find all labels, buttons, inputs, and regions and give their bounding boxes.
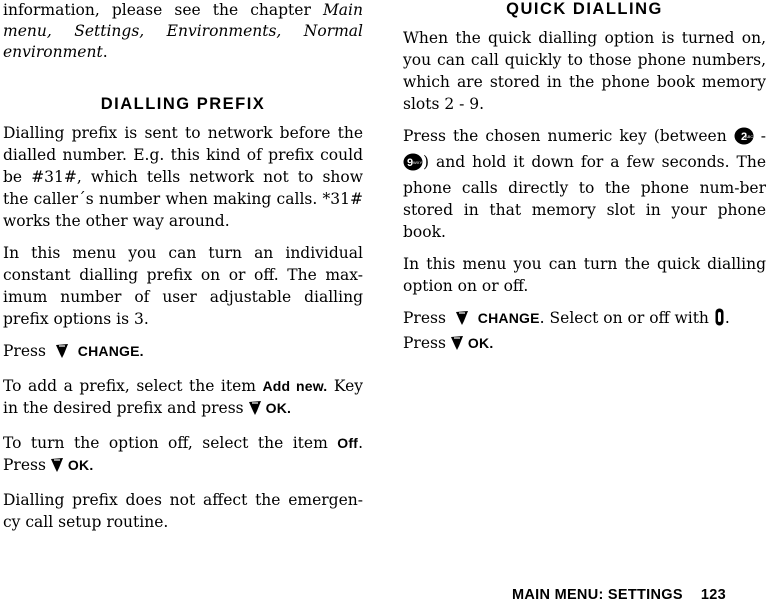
add-text-2: Key in the desired prefix and press: [3, 377, 363, 417]
prefix-paragraph-5: [3, 432, 363, 479]
page-footer: [512, 587, 762, 603]
add-new-label: Add new.: [262, 378, 328, 394]
press-text: Press: [403, 309, 446, 327]
svg-text:2: 2: [740, 131, 747, 143]
page-number: 123: [700, 587, 726, 603]
quick-paragraph-3: In this menu you can turn the quick dialling option on or off.: [403, 255, 766, 295]
ok-label: OK.: [265, 400, 292, 416]
off-label: Off: [337, 435, 359, 451]
dialling-prefix-heading: DIALLING PREFIX: [100, 95, 266, 113]
press-text: Press: [3, 342, 46, 360]
quick-text-a: Press the chosen numeric key (between: [403, 127, 727, 145]
softkey-icon: [55, 343, 69, 365]
softkey-icon: [248, 400, 262, 422]
svg-text:ABC: ABC: [744, 134, 753, 139]
select-text: . Select on or off with: [539, 309, 709, 327]
add-text: To add a prefix, select the item: [3, 377, 263, 395]
quick-text-b: -: [760, 127, 766, 145]
svg-text:WXYZ: WXYZ: [413, 160, 425, 165]
quick-dialling-heading: QUICK DIALLING: [506, 0, 663, 18]
quick-paragraph-4: [403, 307, 766, 357]
ok-label: OK.: [467, 335, 494, 351]
chapter-reference: Main menu, Settings, Environments, Normal environment: [3, 1, 363, 61]
off-text: To turn the option off, select the item: [3, 434, 338, 452]
svg-text:9: 9: [407, 157, 414, 169]
left-column: [3, 0, 363, 543]
off-text-2: . Press: [3, 434, 363, 474]
prefix-paragraph-3: [3, 340, 363, 365]
prefix-paragraph-2: In this menu you can turn an individual constant dialling prefix on or off. The max-imum number of user adjustable dialling prefix options is 3.: [3, 244, 363, 328]
prefix-paragraph-4: [3, 375, 363, 422]
ok-label: OK.: [67, 457, 94, 473]
quick-paragraph-2: [403, 125, 766, 243]
section-title: MAIN MENU: SETTINGS: [512, 587, 683, 603]
quick-paragraph-1: When the quick dialling option is turned on, you can call quickly to those phone numbers, which are stored in the phone book memory slots 2 - 9.: [403, 29, 766, 113]
right-column: [403, 0, 766, 367]
intro-text: information, please see the chapter: [3, 1, 323, 19]
numeric-key-9-icon: [403, 153, 423, 177]
intro-end: .: [102, 43, 108, 61]
scroll-key-icon: [715, 308, 724, 332]
change-label: CHANGE: [477, 310, 540, 326]
select-end: .: [724, 309, 730, 327]
softkey-icon: [450, 335, 464, 357]
prefix-paragraph-6: Dialling prefix does not affect the emergen-cy call setup routine.: [3, 491, 363, 531]
softkey-icon: [455, 310, 469, 332]
softkey-icon: [50, 457, 64, 479]
quick-text-c: ) and hold it down for a few seconds. The phone calls directly to the phone num-ber stored in that memory slot in your phone book.: [403, 153, 766, 241]
prefix-paragraph-1: Dialling prefix is sent to network before the dialled number. E.g. this kind of prefix could be #31#, which tells network not to show the caller´s number when making calls. *31# works the other way around.: [3, 124, 363, 230]
change-label: CHANGE.: [77, 343, 144, 359]
numeric-key-2-icon: [734, 127, 754, 151]
press-text-2: Press: [403, 334, 446, 352]
intro-paragraph: [3, 0, 363, 63]
